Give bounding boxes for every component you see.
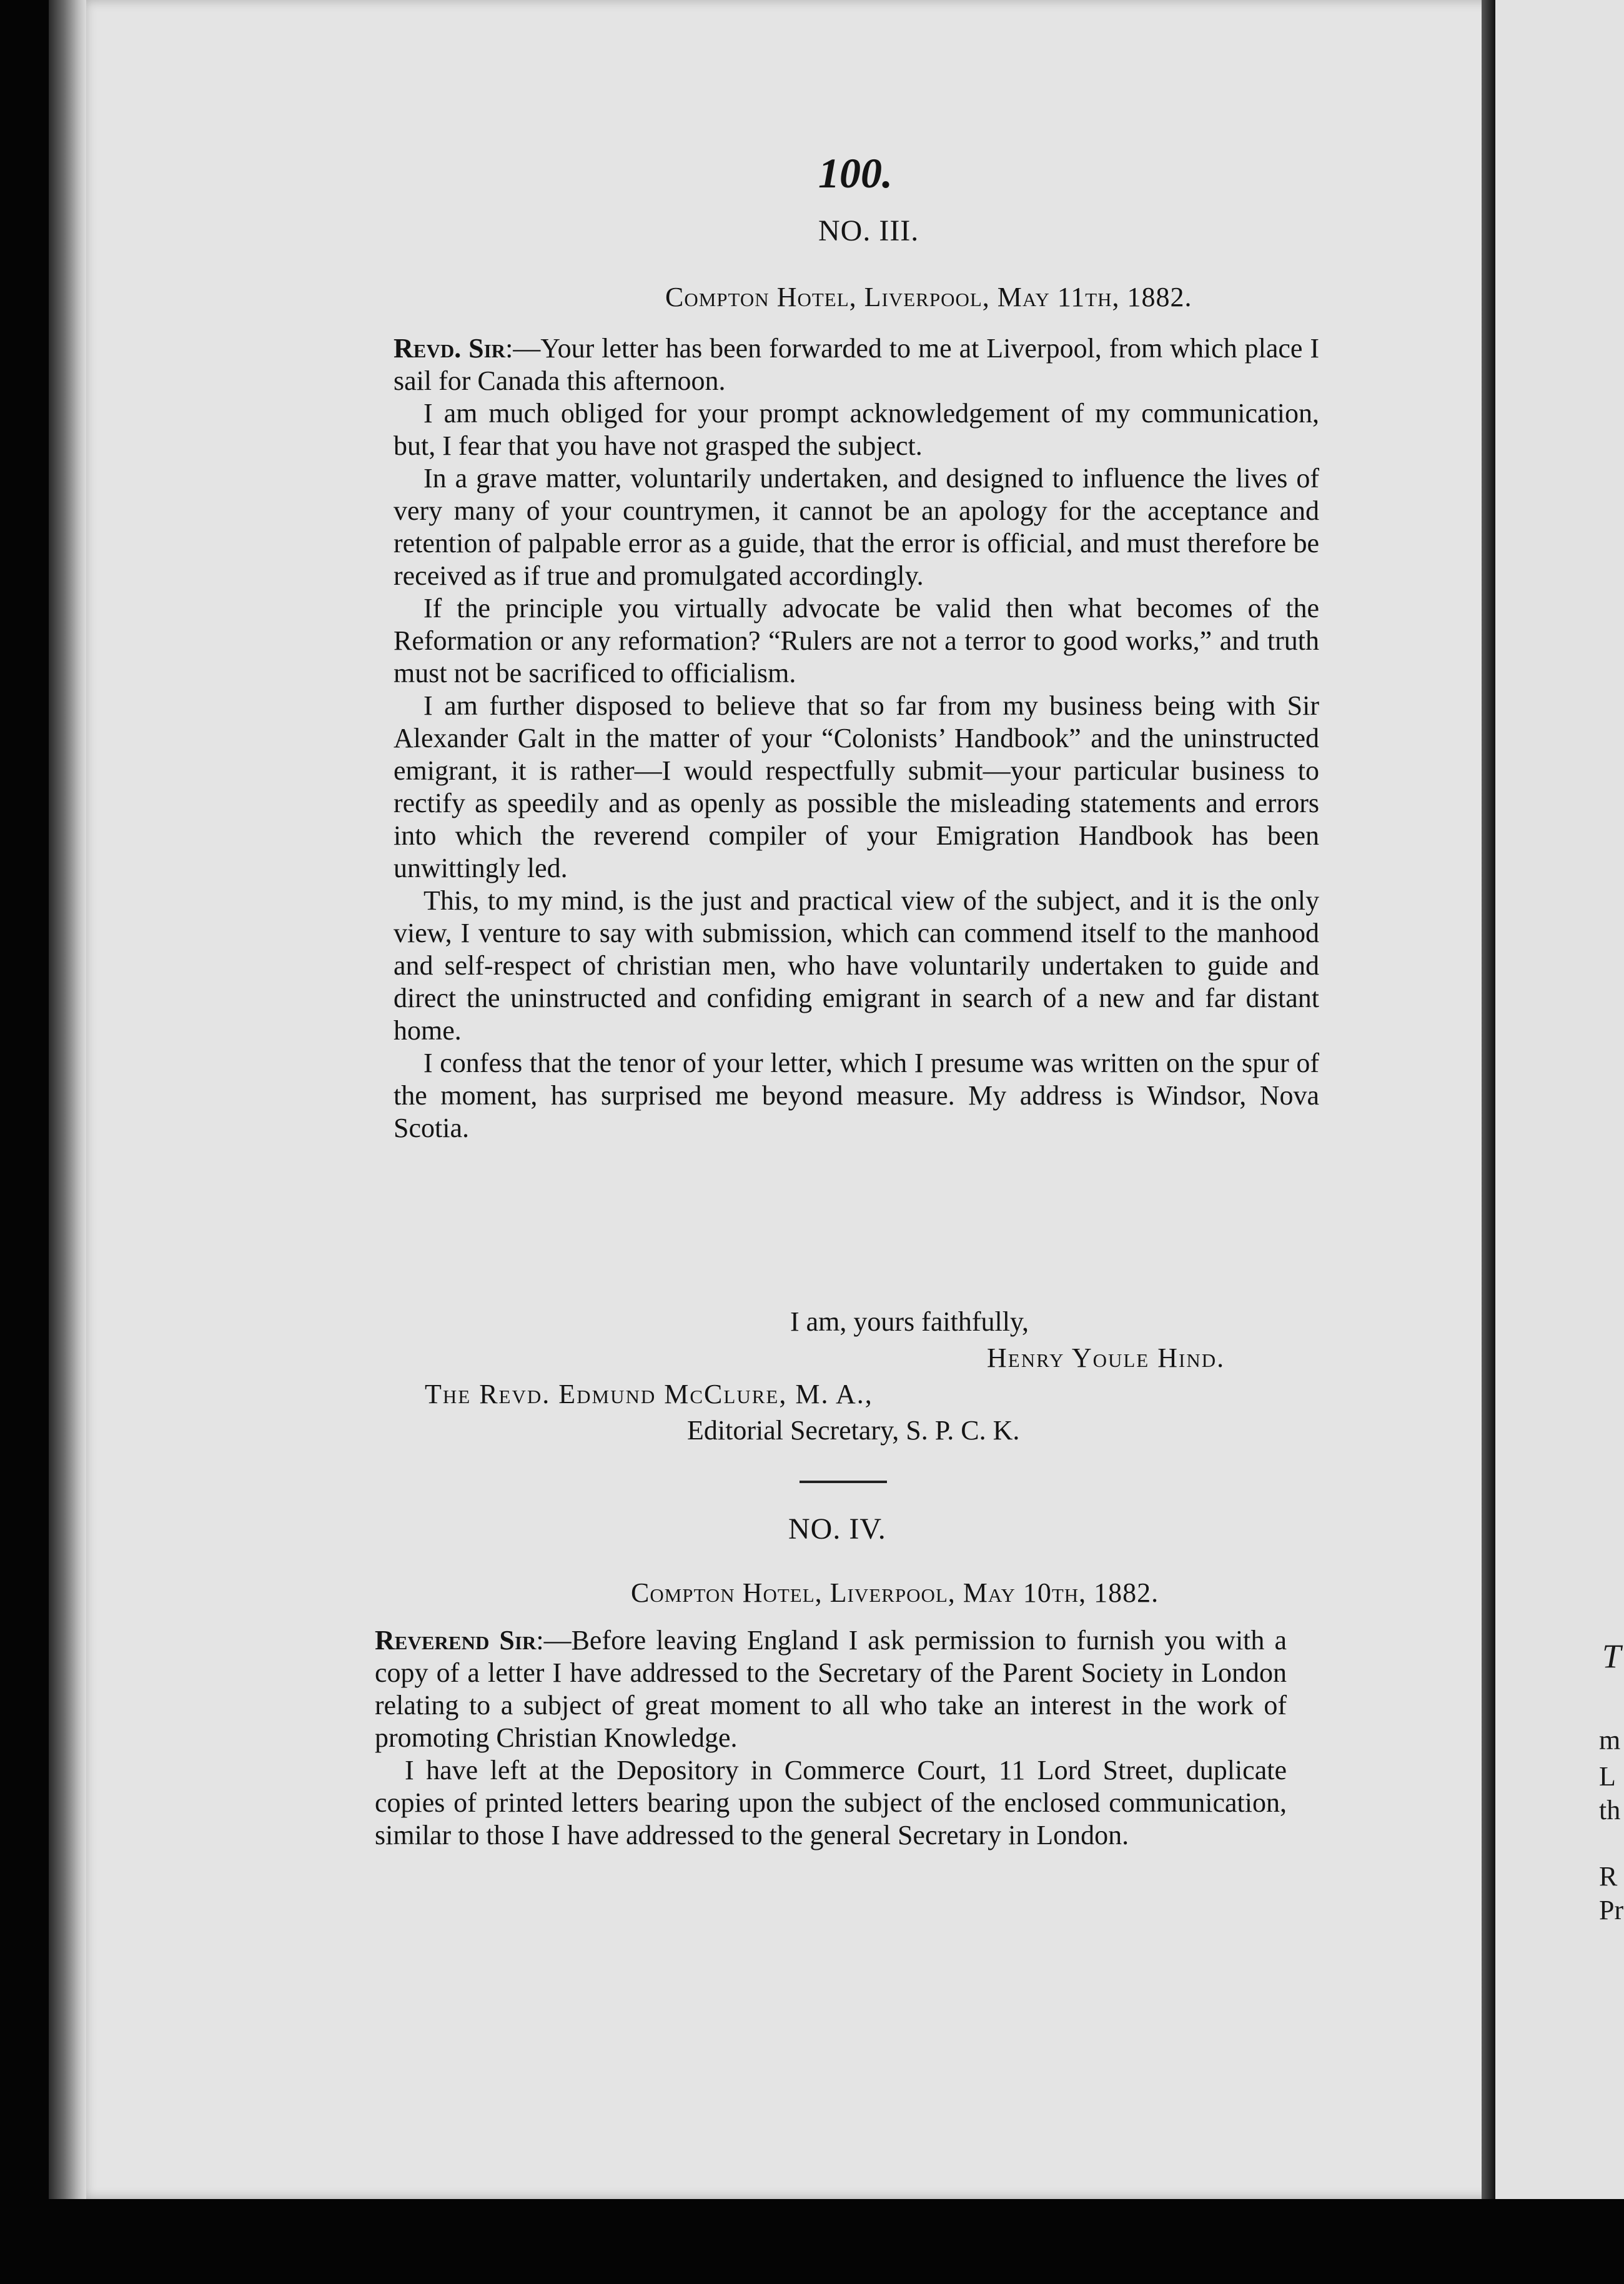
letter3-salutation: Revd. Sir bbox=[394, 333, 506, 364]
letter3-dateline: Compton Hotel, Liverpool, May 11th, 1882. bbox=[665, 282, 1192, 312]
facing-page-fragment: m bbox=[1599, 1725, 1621, 1755]
letter3-paragraph: If the principle you virtually advocate be valid then what becomes of the Reformation or any reformation? “Rulers are not a terror to good works,” and truth must not be sacrificed to officialism. bbox=[394, 593, 1319, 688]
page-edge-shadow bbox=[49, 0, 86, 2212]
letter4-heading: NO. IV. bbox=[788, 1512, 886, 1546]
letter4-body bbox=[375, 1624, 1287, 1852]
letter3-signature: Henry Youle Hind. bbox=[987, 1343, 1225, 1373]
letter3-paragraph: I confess that the tenor of your letter, which I presume was written on the spur of the moment, has surprised me beyond measure. My address is Windsor, Nova Scotia. bbox=[394, 1048, 1319, 1143]
letter4-salutation: Reverend Sir bbox=[375, 1625, 537, 1656]
facing-page-fragment: th bbox=[1599, 1795, 1621, 1825]
facing-page-fragment: Pr bbox=[1599, 1895, 1624, 1925]
letter4-paragraph: Reverend Sir:—Before leaving England I ask permission to furnish you with a copy of a letter I have addressed to the Secretary of the Parent Society in London relating to a subject of great moment to all who take an interest in the work of promoting Christian Knowledge. bbox=[375, 1625, 1287, 1753]
letter4-paragraph: I have left at the Depository in Commerce Court, 11 Lord Street, duplicate copies of printed letters bearing upon the subject of the enclosed communication, similar to those I have addressed to the general Secretary in London. bbox=[375, 1755, 1287, 1850]
letter3-body bbox=[394, 332, 1319, 1144]
letter3-paragraph: I am much obliged for your prompt acknowledgement of my communication, but, I fear that you have not grasped the subject. bbox=[394, 398, 1319, 461]
letter3-addressee-title: Editorial Secretary, S. P. C. K. bbox=[687, 1415, 1020, 1446]
scan-border-bottom bbox=[0, 2199, 1624, 2284]
letter3-paragraph: In a grave matter, voluntarily undertaken, and designed to influence the lives of very many of your countrymen, it cannot be an apology for the acceptance and retention of palpable error as a guide, that the error is official, and must therefore be received as if true and promulgated accordingly. bbox=[394, 463, 1319, 591]
facing-page-fragment: R bbox=[1599, 1861, 1618, 1892]
letter3-heading: NO. III. bbox=[818, 214, 919, 247]
letter3-paragraph: I am further disposed to believe that so far from my business being with Sir Alexander Galt in the matter of your “Colonists’ Handbook” and the uninstructed emigrant, it is rather—I would respectfully submit—your particular business to rectify as speedily and as openly as possible the misleading statements and errors into which the reverend compiler of your Emigration Handbook has been unwittingly led. bbox=[394, 690, 1319, 883]
letter3-addressee: The Revd. Edmund McClure, M. A., bbox=[425, 1379, 873, 1409]
letter3-paragraph: Revd. Sir:—Your letter has been forwarded to me at Liverpool, from which place I sail for Canada this afternoon. bbox=[394, 333, 1319, 396]
section-divider bbox=[800, 1481, 887, 1483]
letter4-dateline: Compton Hotel, Liverpool, May 10th, 1882. bbox=[631, 1577, 1159, 1608]
page-number: 100. bbox=[818, 149, 893, 197]
book-gutter bbox=[1482, 0, 1495, 2249]
facing-page-fragment: L bbox=[1599, 1761, 1616, 1792]
letter3-paragraph: This, to my mind, is the just and practical view of the subject, and it is the only view, I venture to say with submission, which can commend itself to the manhood and self-respect of christian men, who have voluntarily undertaken to guide and direct the uninstructed and confiding emigrant in search of a new and far distant home. bbox=[394, 885, 1319, 1046]
facing-page-fragment: T bbox=[1602, 1637, 1622, 1675]
letter3-closing: I am, yours faithfully, bbox=[790, 1306, 1029, 1337]
